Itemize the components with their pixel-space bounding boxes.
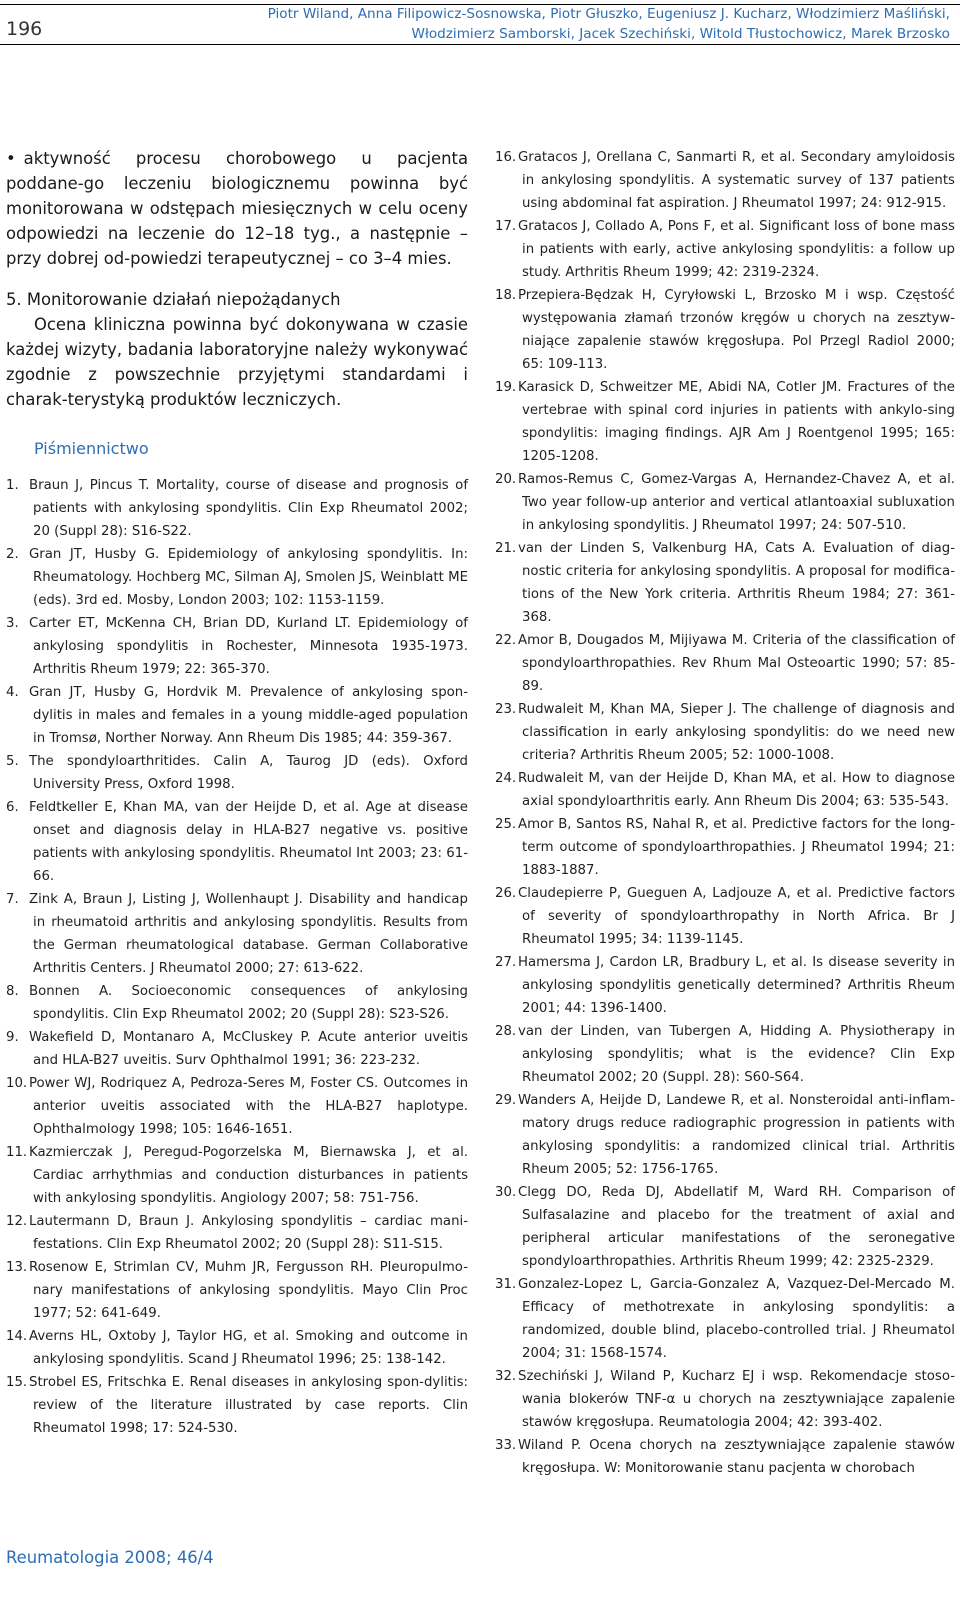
reference-text: Feldtkeller E, Khan MA, van der Heijde D, et al. Age at disease onset and diagnosis delay in HLA-B27 negative vs. positive patients with ankylosing spondylitis. Rheumatol Int 2003; 23: 61-66. — [29, 800, 468, 884]
reference-number: 9. — [6, 1030, 19, 1045]
reference-item — [495, 1181, 955, 1273]
reference-item — [6, 1072, 468, 1141]
reference-number: 3. — [6, 616, 19, 631]
reference-item — [495, 1089, 955, 1181]
reference-item — [495, 629, 955, 698]
page-number: 196 — [6, 18, 43, 40]
reference-item — [6, 980, 468, 1026]
reference-item — [495, 284, 955, 376]
reference-text: Averns HL, Oxtoby J, Taylor HG, et al. Smoking and outcome in ankylosing spondylitis. Scand J Rheumatol 1996; 25: 138-142. — [29, 1329, 468, 1367]
reference-text: Clegg DO, Reda DJ, Abdellatif M, Ward RH. Comparison of Sulfasalazine and placebo for the treatment of axial and peripheral articular manifestations of the seronegative spondyloarthropathies. Arthritis Rheum 1999; 42: 2325-2329. — [518, 1185, 955, 1269]
reference-item — [6, 1141, 468, 1210]
reference-number: 23. — [495, 702, 517, 717]
reference-text: Wakefield D, Montanaro A, McCluskey P. Acute anterior uveitis and HLA-B27 uveitis. Surv Ophthalmol 1991; 36: 223-232. — [29, 1030, 468, 1068]
reference-item — [495, 215, 955, 284]
header-bottom-rule — [0, 44, 960, 45]
reference-number: 28. — [495, 1024, 517, 1039]
reference-item — [495, 146, 955, 215]
reference-list-left — [6, 474, 468, 1440]
reference-number: 24. — [495, 771, 517, 786]
reference-text: Ramos-Remus C, Gomez-Vargas A, Hernandez-Chavez A, et al. Two year follow-up anterior and vertical atlantoaxial subluxation in ankylosing spondylitis. J Rheumatol 1997; 24: 507-510. — [518, 472, 955, 533]
reference-text: Hamersma J, Cardon LR, Bradbury L, et al. Is disease severity in ankylosing spondylitis genetically determined? Arthritis Rheum 2001; 44: 1396-1400. — [518, 955, 955, 1016]
reference-item — [495, 468, 955, 537]
reference-item — [495, 1020, 955, 1089]
reference-text: Power WJ, Rodriquez A, Pedroza-Seres M, Foster CS. Outcomes in anterior uveitis associated with the HLA-B27 haplotype. Ophthalmology 1998; 105: 1646-1651. — [29, 1076, 468, 1137]
reference-item — [6, 1256, 468, 1325]
reference-item — [6, 612, 468, 681]
reference-text: The spondyloarthritides. Calin A, Taurog JD (eds). Oxford University Press, Oxford 1998. — [29, 754, 468, 792]
reference-text: Kazmierczak J, Peregud-Pogorzelska M, Biernawska J, et al. Cardiac arrhythmias and conduction disturbances in patients with ankylosing spondylitis. Angiology 2007; 58: 751-756. — [29, 1145, 468, 1206]
reference-number: 25. — [495, 817, 517, 832]
reference-number: 29. — [495, 1093, 517, 1108]
reference-item — [6, 750, 468, 796]
reference-number: 12. — [6, 1214, 28, 1229]
bullet-paragraph-text: aktywność procesu chorobowego u pacjenta poddane-go leczeniu biologicznemu powinna być monitorowana w odstępach miesięcznych w celu oceny odpowiedzi na leczenie do 12–18 tyg., a następnie – przy dobrej od-powiedzi terapeutycznej – co 3–4 mies. — [6, 149, 468, 268]
reference-text: van der Linden, van Tubergen A, Hidding A. Physiotherapy in ankylosing spondylitis; what is the evidence? Clin Exp Rheumatol 2002; 20 (Suppl. 28): S60-S64. — [518, 1024, 955, 1085]
reference-list-right — [495, 146, 955, 1480]
reference-text: Rosenow E, Strimlan CV, Muhm JR, Fergusson RH. Pleuropulmo-nary manifestations of ankylosing spondylitis. Mayo Clin Proc 1977; 52: 641-649. — [29, 1260, 468, 1321]
reference-item — [495, 882, 955, 951]
reference-item — [6, 681, 468, 750]
reference-text: Przepiera-Będzak H, Cyryłowski L, Brzosko M i wsp. Częstość występowania złamań trzonów kręgów u chorych na zesztyw-niające zapalenie stawów kręgosłupa. Pol Przegl Radiol 2000; 65: 109-113. — [518, 288, 955, 372]
reference-item — [495, 1434, 955, 1480]
running-header — [268, 4, 950, 44]
section-paragraph: Ocena kliniczna powinna być dokonywana w czasie każdej wizyty, badania laboratoryjne należy wykonywać zgodnie z powszechnie przyjętymi standardami i charak-terystyką produktów leczniczych. — [6, 315, 468, 409]
reference-text: Gratacos J, Collado A, Pons F, et al. Significant loss of bone mass in patients with early, active ankylosing spondylitis: a follow up study. Arthritis Rheum 1999; 42: 2319-2324. — [518, 219, 955, 280]
reference-text: Rudwaleit M, van der Heijde D, Khan MA, et al. How to diagnose axial spondyloarthritis early. Ann Rheum Dis 2004; 63: 535-543. — [518, 771, 955, 809]
reference-number: 27. — [495, 955, 517, 970]
reference-item — [6, 796, 468, 888]
reference-text: Karasick D, Schweitzer ME, Abidi NA, Cotler JM. Fractures of the vertebrae with spinal cord injuries in patients with ankylo-sing spondylitis: imaging findings. AJR Am J Roentgenol 1995; 165: 1205-1208. — [518, 380, 955, 464]
reference-number: 15. — [6, 1375, 28, 1390]
footer-journal: Reumatologia 2008; 46/4 — [6, 1548, 214, 1567]
reference-number: 6. — [6, 800, 19, 815]
left-column — [6, 146, 468, 1440]
reference-item — [495, 1273, 955, 1365]
running-header-authors-line-2: Włodzimierz Samborski, Jacek Szechiński, Witold Tłustochowicz, Marek Brzosko — [411, 26, 950, 42]
reference-item — [6, 474, 468, 543]
reference-number: 16. — [495, 150, 517, 165]
reference-number: 13. — [6, 1260, 28, 1275]
reference-text: Lautermann D, Braun J. Ankylosing spondylitis – cardiac mani-festations. Clin Exp Rheumatol 2002; 20 (Suppl 28): S11-S15. — [29, 1214, 468, 1252]
bullet-paragraph — [6, 146, 468, 271]
reference-text: Bonnen A. Socioeconomic consequences of ankylosing spondylitis. Clin Exp Rheumatol 2002; 20 (Suppl 28): S23-S26. — [29, 984, 468, 1022]
reference-text: Claudepierre P, Gueguen A, Ladjouze A, et al. Predictive factors of severity of spondyloarthropathy in North Africa. Br J Rheumatol 1995; 34: 1139-1145. — [518, 886, 955, 947]
reference-text: Strobel ES, Fritschka E. Renal diseases in ankylosing spon-dylitis: review of the literature illustrated by case reports. Clin Rheumatol 1998; 17: 524-530. — [29, 1375, 468, 1436]
reference-number: 18. — [495, 288, 517, 303]
reference-item — [495, 537, 955, 629]
reference-item — [6, 888, 468, 980]
right-column — [495, 146, 955, 1480]
reference-text: Gran JT, Husby G. Epidemiology of ankylosing spondylitis. In: Rheumatology. Hochberg MC, Silman AJ, Smolen JS, Weinblatt ME (eds). 3rd ed. Mosby, London 2003; 102: 1153-1159. — [29, 547, 468, 608]
reference-number: 26. — [495, 886, 517, 901]
reference-number: 19. — [495, 380, 517, 395]
reference-text: Wiland P. Ocena chorych na zesztywniające zapalenie stawów kręgosłupa. W: Monitorowanie stanu pacjenta w chorobach — [518, 1438, 955, 1476]
reference-number: 7. — [6, 892, 19, 907]
reference-text: Rudwaleit M, Khan MA, Sieper J. The challenge of diagnosis and classification in early ankylosing spondylitis: do we need new criteria? Arthritis Rheum 2005; 52: 1000-1008. — [518, 702, 955, 763]
reference-text: Amor B, Santos RS, Nahal R, et al. Predictive factors for the long-term outcome of spondyloarthropathies. J Rheumatol 1994; 21: 1883-1887. — [518, 817, 955, 878]
reference-number: 20. — [495, 472, 517, 487]
reference-text: Gonzalez-Lopez L, Garcia-Gonzalez A, Vazquez-Del-Mercado M. Efficacy of methotrexate in ankylosing spondylitis: a randomized, double blind, placebo-controlled trial. J Rheumatol 2004; 31: 1568-1574. — [518, 1277, 955, 1361]
reference-item — [6, 1026, 468, 1072]
reference-item — [495, 951, 955, 1020]
reference-number: 4. — [6, 685, 19, 700]
reference-number: 22. — [495, 633, 517, 648]
reference-item — [495, 813, 955, 882]
reference-text: Wanders A, Heijde D, Landewe R, et al. Nonsteroidal anti-inflam-matory drugs reduce radiographic progression in patients with ankylosing spondylitis: a randomized clinical trial. Arthritis Rheum 2005; 52: 1756-1765. — [518, 1093, 955, 1177]
reference-number: 33. — [495, 1438, 517, 1453]
running-header-authors-line-1: Piotr Wiland, Anna Filipowicz-Sosnowska, Piotr Głuszko, Eugeniusz J. Kucharz, Włodzimierz Maśliński, — [267, 6, 950, 22]
reference-item — [495, 767, 955, 813]
reference-item — [6, 1325, 468, 1371]
reference-text: Gratacos J, Orellana C, Sanmarti R, et al. Secondary amyloidosis in ankylosing spondylitis. A systematic survey of 137 patients using abdominal fat aspiration. J Rheumatol 1997; 24: 912-915. — [518, 150, 955, 211]
reference-number: 17. — [495, 219, 517, 234]
reference-number: 30. — [495, 1185, 517, 1200]
reference-item — [495, 1365, 955, 1434]
bullet-icon: • — [6, 149, 16, 168]
reference-number: 11. — [6, 1145, 28, 1160]
reference-text: Zink A, Braun J, Listing J, Wollenhaupt J. Disability and handicap in rheumatoid arthritis and ankylosing spondylitis. Results from the German rheumatological database. German Collaborative Arthritis Centers. J Rheumatol 2000; 27: 613-622. — [29, 892, 468, 976]
reference-number: 2. — [6, 547, 19, 562]
reference-number: 10. — [6, 1076, 28, 1091]
reference-item — [495, 376, 955, 468]
reference-item — [495, 698, 955, 767]
reference-number: 8. — [6, 984, 19, 999]
reference-text: Braun J, Pincus T. Mortality, course of disease and prognosis of patients with ankylosing spondylitis. Clin Exp Rheumatol 2002; 20 (Suppl 28): S16-S22. — [29, 478, 468, 539]
reference-text: Carter ET, McKenna CH, Brian DD, Kurland LT. Epidemiology of ankylosing spondylitis in Rochester, Minnesota 1935-1973. Arthritis Rheum 1979; 22: 365-370. — [29, 616, 468, 677]
reference-number: 14. — [6, 1329, 28, 1344]
reference-item — [6, 1371, 468, 1440]
reference-text: van der Linden S, Valkenburg HA, Cats A. Evaluation of diag-nostic criteria for ankylosing spondylitis. A proposal for modifica-tions of the New York criteria. Arthritis Rheum 1984; 27: 361-368. — [518, 541, 955, 625]
reference-number: 5. — [6, 754, 19, 769]
reference-item — [6, 543, 468, 612]
section-heading: 5. Monitorowanie działań niepożądanych — [6, 290, 341, 309]
reference-text: Gran JT, Husby G, Hordvik M. Prevalence of ankylosing spon-dylitis in males and females in a young middle-aged population in Tromsø, Norther Norway. Ann Rheum Dis 1985; 44: 359-367. — [29, 685, 468, 746]
reference-text: Amor B, Dougados M, Mijiyawa M. Criteria of the classification of spondyloarthropathies. Rev Rhum Mal Osteoartic 1990; 57: 85-89. — [518, 633, 955, 694]
bibliography-heading: Piśmiennictwo — [34, 439, 149, 458]
reference-item — [6, 1210, 468, 1256]
reference-number: 31. — [495, 1277, 517, 1292]
reference-text: Szechiński J, Wiland P, Kucharz EJ i wsp. Rekomendacje stoso-wania blokerów TNF-α u chorych na zesztywniające zapalenie stawów kręgosłupa. Reumatologia 2004; 42: 393-402. — [518, 1369, 955, 1430]
reference-number: 21. — [495, 541, 517, 556]
reference-number: 1. — [6, 478, 19, 493]
reference-number: 32. — [495, 1369, 517, 1384]
